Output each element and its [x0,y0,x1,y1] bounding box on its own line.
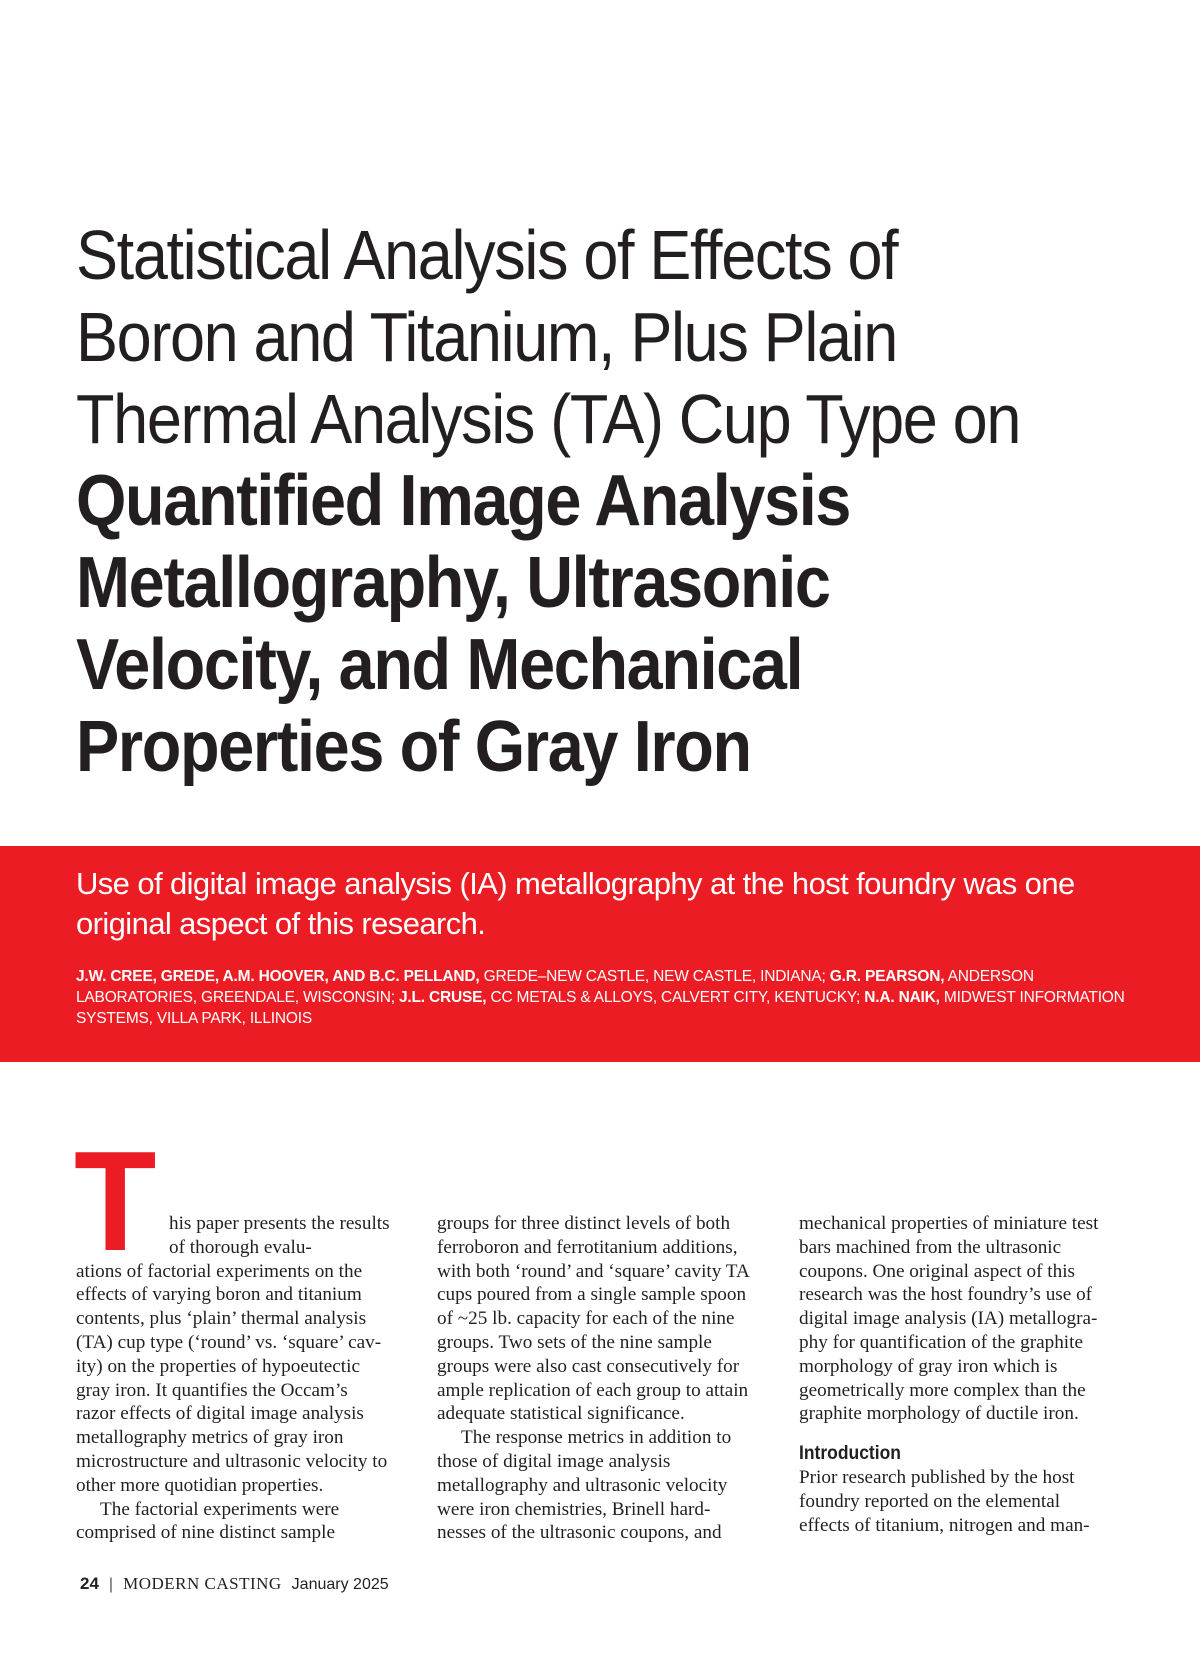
title-line-bold: Quantified Image Analysis [76,461,851,541]
article-title [76,214,1176,788]
page-number: 24 [80,1574,99,1593]
body-paragraph: groups for three distinct levels of both ferroboron and ferrotitanium additions, with both ‘round’ and ‘square’ cavity TA cups poured from a single sample spoon of ~25 lb. capacity for each of the nine groups. Two sets of the nine sample groups were also cast consecutively for ample replication of each group to attain adequate statistical significance. [437,1213,749,1425]
author-affiliation: CC METALS & ALLOYS, CALVERT CITY, KENTUCKY; [490,989,861,1006]
title-line-bold: Properties of Gray Iron [76,707,751,787]
title-line-bold: Metallography, Ultrasonic [76,543,830,623]
body-column-2 [437,1212,752,1545]
author-names: J.W. CREE, GREDE, A.M. HOOVER, AND B.C. PELLAND, [76,968,480,985]
author-affiliation: GREDE–NEW CASTLE, NEW CASTLE, INDIANA; [483,968,826,985]
body-paragraph: Prior research published by the host foundry reported on the elemental effects of titanium, nitrogen and man- [799,1467,1090,1536]
body-paragraph: The factorial experiments were comprised of nine distinct sample [76,1498,340,1544]
author-affiliation: ANDERSON LABORATORIES, GREENDALE, WISCONSIN; [76,968,1034,1006]
page-footer [80,1574,389,1594]
body-column-1 [76,1212,391,1545]
title-line: Thermal Analysis (TA) Cup Type on [76,380,1021,458]
author-byline [76,966,1136,1029]
drop-cap: T [74,1122,157,1281]
author-names: N.A. NAIK, [864,989,940,1006]
author-names: J.L. CRUSE, [398,989,487,1006]
body-paragraph: The response metrics in addition to those of digital image analysis metallography and ultrasonic velocity were iron chemistries, Brinell hard-nesses of the ultrasonic coupons, and [437,1427,732,1544]
red-banner [0,846,1200,1062]
magazine-name: MODERN CASTING [123,1574,282,1593]
body-column-3 [799,1212,1114,1538]
author-names: G.R. PEARSON, [829,968,945,985]
body-paragraph-opening: his paper presents the results of thorough evalu- [169,1213,390,1258]
issue-date: January 2025 [291,1576,389,1593]
article-deck: Use of digital image analysis (IA) metallography at the host foundry was one original aspect of this research. [76,866,1075,941]
body-paragraph: ations of factorial experiments on the effects of varying boron and titanium contents, plus ‘plain’ thermal analysis (TA) cup type (‘round’ vs. ‘square’ cav-ity) on the properties of hypoeutectic gray iron. It quantifies the Occam’s razor effects of digital image analysis metallography metrics of gray iron microstructure and ultrasonic velocity to other more quotidian properties. [76,1260,388,1496]
title-line: Boron and Titanium, Plus Plain [76,298,897,376]
section-heading: Introduction [799,1443,901,1465]
body-paragraph: mechanical properties of miniature test bars machined from the ultrasonic coupons. One original aspect of this research was the host foundry’s use of digital image analysis (IA) metallogra-phy for quantification of the graphite morphology of gray iron which is geometrically more complex than the graphite morphology of ductile iron. [799,1213,1099,1425]
author-affiliation: MIDWEST INFORMATION SYSTEMS, VILLA PARK, ILLINOIS [76,989,1125,1027]
title-line: Statistical Analysis of Effects of [76,216,898,294]
footer-separator: | [108,1576,114,1593]
title-line-bold: Velocity, and Mechanical [76,625,803,705]
